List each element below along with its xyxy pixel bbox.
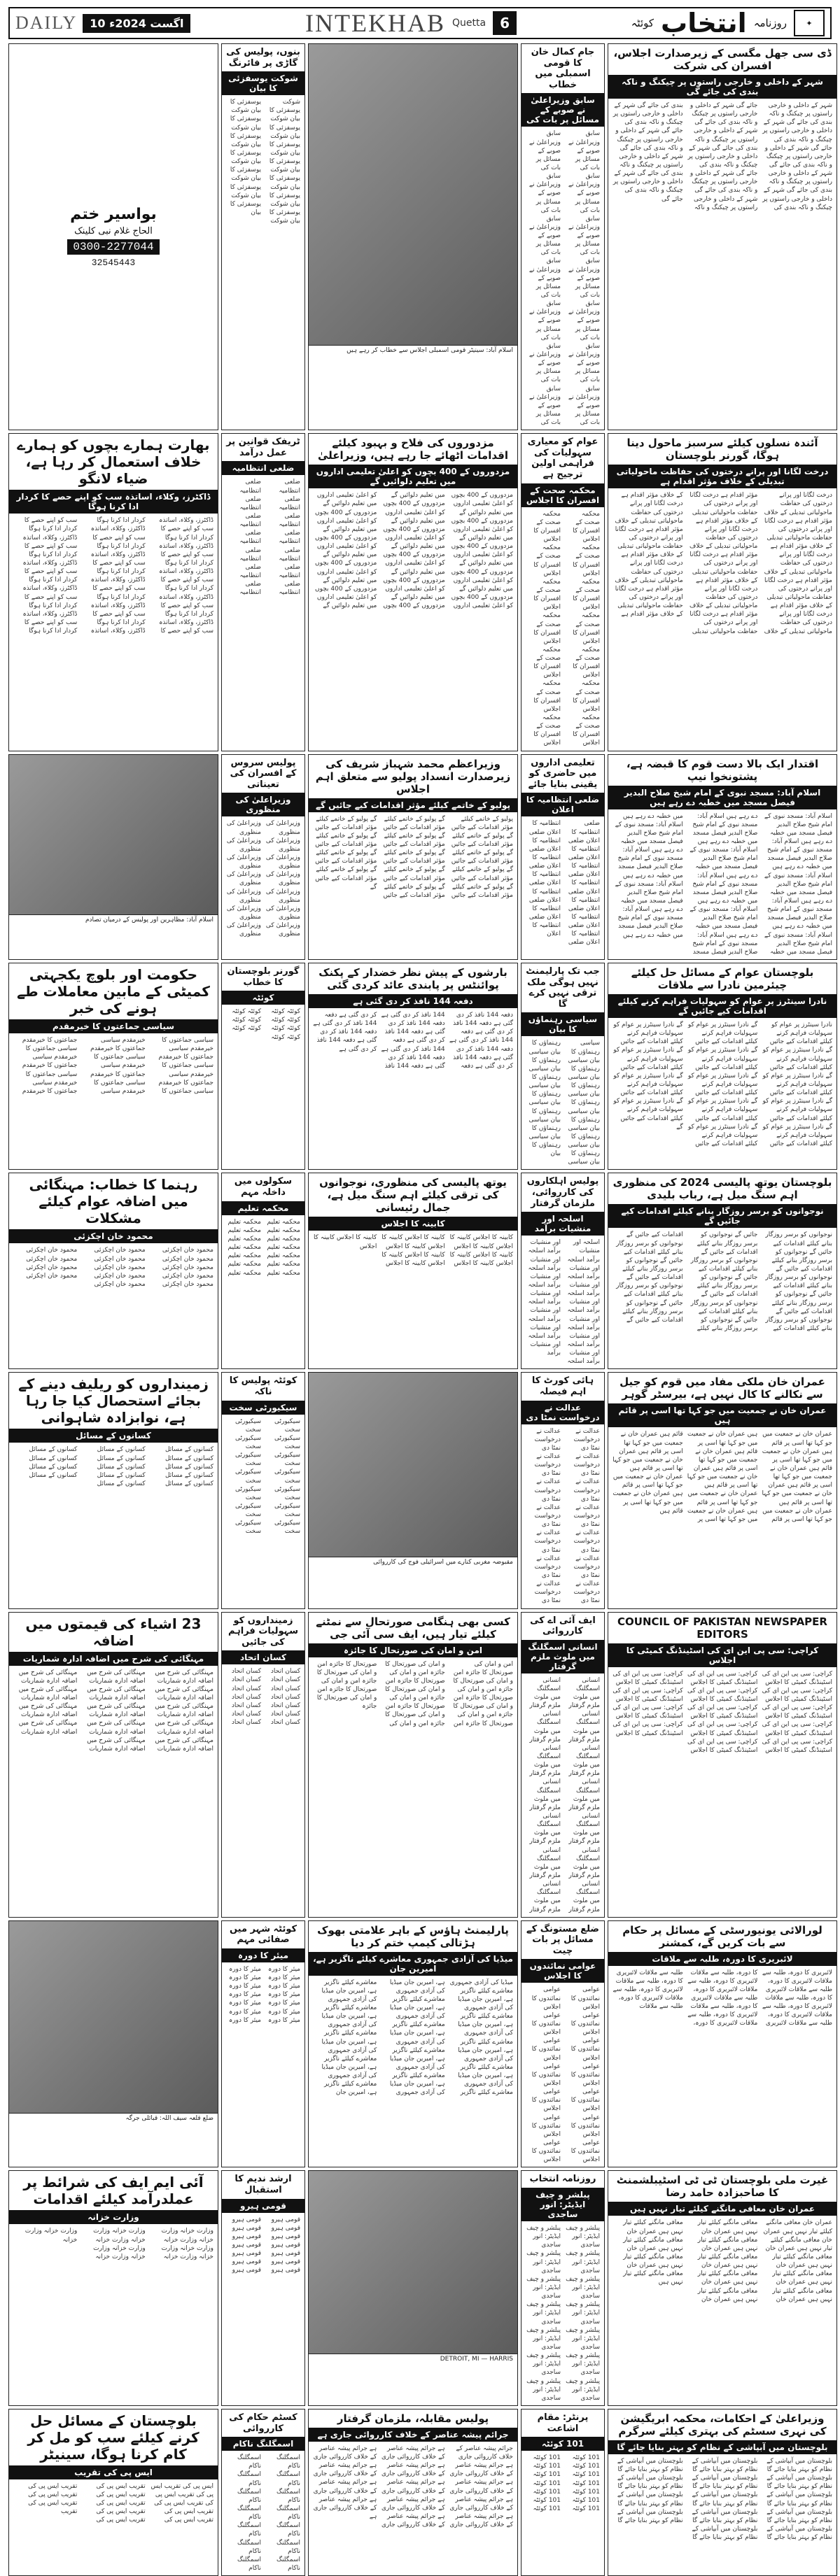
col2-article-10: [221, 2409, 305, 2576]
headline: وزیراعظم محمد شہباز شریف کی زیرصدارت انسداد پولیو سے متعلق اہم اجلاس: [315, 757, 511, 795]
article-body: اسلام آباد: مسجد نبوی کے امام شیخ صلاح البدیر فیصل مسجد میں خطبہ دے رہے ہیں اسلام آباد: مسجد نبوی کے امام شیخ صلاح البدیر فیصل مسجد میں خطبہ دے رہے ہیں اسلام آباد: مسجد نبوی کے امام شیخ صلاح البدیر فیصل مسجد میں خطبہ دے رہے ہیں اسلام آباد: مسجد نبوی کے امام شیخ صلاح البدیر فیصل مسجد میں خطبہ دے رہے ہیں اسلام آباد: مسجد نبوی کے امام شیخ صلاح البدیر فیصل مسجد میں خطبہ دے رہے ہیں اسلام آباد: مسجد نبوی کے امام شیخ صلاح البدیر فیصل مسجد میں خطبہ دے رہے ہیں اسلام آباد: مسجد نبوی کے امام شیخ صلاح البدیر فیصل مسجد میں خطبہ دے رہے ہیں اسلام آباد: مسجد نبوی کے امام شیخ صلاح البدیر فیصل مسجد میں خطبہ دے رہے ہیں اسلام آباد: مسجد نبوی کے امام شیخ صلاح البدیر فیصل مسجد میں خطبہ دے رہے ہیں اسلام آباد: مسجد نبوی کے امام شیخ صلاح البدیر فیصل مسجد میں خطبہ دے رہے ہیں اسلام آباد: مسجد نبوی کے امام شیخ صلاح البدیر فیصل مسجد میں خطبہ دے رہے ہیں اسلام آباد: مسجد نبوی کے امام شیخ صلاح البدیر فیصل مسجد میں خطبہ دے رہے ہیں اسلام آباد: مسجد نبوی کے امام شیخ صلاح البدیر فیصل مسجد میں خطبہ دے رہے ہیں اسلام آباد: مسجد نبوی کے امام شیخ صلاح البدیر فیصل مسجد میں خطبہ دے رہے ہیں: [615, 812, 832, 956]
col3-article-10: [308, 2409, 518, 2576]
article-body: سیاسی رہنماؤں کا بیان سیاسی رہنماؤں کا بیان سیاسی رہنماؤں کا بیان سیاسی رہنماؤں کا بیان سیاسی رہنماؤں کا بیان سیاسی رہنماؤں کا بیان سیاسی رہنماؤں کا بیان سیاسی رہنماؤں کا بیان سیاسی رہنماؤں کا بیان سیاسی رہنماؤں کا بیان سیاسی رہنماؤں کا بیان سیاسی رہنماؤں کا بیان سیاسی رہنماؤں کا بیان سیاسی رہنماؤں کا بیان: [528, 1040, 600, 1166]
headline: بلوچستان عوام کے مسائل حل کیلئے چیئرمین نادرا سے ملاقات: [631, 966, 814, 991]
col2-article-4: [221, 963, 305, 1170]
col5-article-8: [608, 1920, 837, 2168]
news-photo: [309, 44, 517, 346]
subheadline-bar: کسانوں کے مسائل: [9, 1429, 218, 1443]
headline: سکولوں میں داخلہ مہم: [234, 1176, 293, 1198]
article-body: عمران خان نے جمعیت میں جو کہا تھا اسی پر قائم ہیں عمران خان نے جمعیت میں جو کہا تھا اسی پر قائم ہیں عمران خان نے جمعیت میں جو کہا تھا اسی پر قائم ہیں عمران خان نے جمعیت میں جو کہا تھا اسی پر قائم ہیں عمران خان نے جمعیت میں جو کہا تھا اسی پر قائم ہیں عمران خان نے جمعیت میں جو کہا تھا اسی پر قائم ہیں عمران خان نے جمعیت میں جو کہا تھا اسی پر قائم ہیں عمران خان نے جمعیت میں جو کہا تھا اسی پر قائم ہیں عمران خان نے جمعیت میں جو کہا تھا اسی پر قائم ہیں عمران خان نے جمعیت میں جو کہا تھا اسی پر قائم ہیں عمران خان نے جمعیت میں جو کہا تھا اسی پر قائم ہیں عمران خان نے جمعیت میں جو کہا تھا اسی پر قائم ہیں عمران خان نے جمعیت میں جو کہا تھا اسی پر قائم ہیں عمران خان نے جمعیت میں جو کہا تھا اسی پر قائم ہیں: [612, 1431, 832, 1523]
col4-article-1: [521, 43, 605, 430]
masthead-left: [10, 8, 196, 38]
subheadline-bar: کراچی: سی پی این ای کی اسٹینڈنگ کمیٹی کا اجلاس: [608, 1643, 836, 1667]
headline: ہائی کورٹ کا اہم فیصلہ: [531, 1375, 594, 1397]
subheadline-bar: محکمہ صحت کے افسران کا اجلاس: [522, 483, 604, 507]
subheadline-bar: محکمہ تعلیم: [222, 1201, 304, 1215]
headline: حکومت اور بلوچ یکجہتی کمیٹی کے مابین معاملات طے ہونے کی خبر: [17, 966, 210, 1017]
subheadline-bar: بلوچستان میں آبپاشی کے نظام کو بہتر بنایا جائے گا: [608, 2440, 836, 2454]
masthead-mid: [305, 8, 517, 38]
ad-title: بواسیر ختم: [70, 206, 157, 224]
article-body: ضلعی انتظامیہ ضلعی انتظامیہ ضلعی انتظامیہ ضلعی انتظامیہ ضلعی انتظامیہ ضلعی انتظامیہ ضلعی انتظامیہ ضلعی انتظامیہ ضلعی انتظامیہ ضلعی انتظامیہ ضلعی انتظامیہ ضلعی انتظامیہ ضلعی انتظامیہ ضلعی انتظامیہ: [239, 479, 300, 597]
article-body: محمود خان اچکزئی محمود خان اچکزئی محمود خان اچکزئی محمود خان اچکزئی محمود خان اچکزئی محمود خان اچکزئی محمود خان اچکزئی محمود خان اچکزئی محمود خان اچکزئی محمود خان اچکزئی محمود خان اچکزئی محمود خان اچکزئی محمود خان اچکزئی محمود خان اچکزئی: [26, 1247, 214, 1289]
col3-article-4: [308, 963, 518, 1170]
city-english: Quetta: [451, 17, 486, 29]
masthead: [8, 7, 832, 39]
subheadline-bar: سابق وزیراعلیٰ نے صوبے کے مسائل پر بات کی: [522, 93, 604, 127]
article-body: پولیو کے خاتمے کیلئے مؤثر اقدامات کیے جائیں گے پولیو کے خاتمے کیلئے مؤثر اقدامات کیے جائیں گے پولیو کے خاتمے کیلئے مؤثر اقدامات کیے جائیں گے پولیو کے خاتمے کیلئے مؤثر اقدامات کیے جائیں گے پولیو کے خاتمے کیلئے مؤثر اقدامات کیے جائیں گے پولیو کے خاتمے کیلئے مؤثر اقدامات کیے جائیں گے پولیو کے خاتمے کیلئے مؤثر اقدامات کیے جائیں گے پولیو کے خاتمے کیلئے مؤثر اقدامات کیے جائیں گے پولیو کے خاتمے کیلئے مؤثر اقدامات کیے جائیں گے پولیو کے خاتمے کیلئے مؤثر اقدامات کیے جائیں گے پولیو کے خاتمے کیلئے مؤثر اقدامات کیے جائیں گے پولیو کے خاتمے کیلئے مؤثر اقدامات کیے جائیں گے پولیو کے خاتمے کیلئے مؤثر اقدامات کیے جائیں گے پولیو کے خاتمے کیلئے مؤثر اقدامات کیے جائیں گے: [315, 815, 513, 899]
article-body: عدالت نے درخواست نمٹا دی عدالت نے درخواست نمٹا دی عدالت نے درخواست نمٹا دی عدالت نے درخواست نمٹا دی عدالت نے درخواست نمٹا دی عدالت نے درخواست نمٹا دی عدالت نے درخواست نمٹا دی عدالت نے درخواست نمٹا دی عدالت نے درخواست نمٹا دی عدالت نے درخواست نمٹا دی عدالت نے درخواست نمٹا دی عدالت نے درخواست نمٹا دی عدالت نے درخواست نمٹا دی عدالت نے درخواست نمٹا دی: [534, 1427, 600, 1605]
col2-article-7: [221, 1612, 305, 1918]
subheadline-bar: دفعہ 144 نافذ کر دی گئی ہے: [309, 994, 517, 1008]
article-grid: [8, 43, 832, 2572]
headline: بنوں، پولیس کی گاڑی پر فائرنگ: [226, 47, 300, 69]
article-body: کسانوں کے مسائل کسانوں کے مسائل کسانوں کے مسائل کسانوں کے مسائل کسانوں کے مسائل کسانوں کے مسائل کسانوں کے مسائل کسانوں کے مسائل کسانوں کے مسائل کسانوں کے مسائل کسانوں کے مسائل کسانوں کے مسائل کسانوں کے مسائل کسانوں کے مسائل: [29, 1446, 214, 1487]
article-body: میڈیا کی آزادی جمہوری معاشرے کیلئے ناگزیر ہے، امیرین جان میڈیا کی آزادی جمہوری معاشرے کیلئے ناگزیر ہے، امیرین جان میڈیا کی آزادی جمہوری معاشرے کیلئے ناگزیر ہے، امیرین جان میڈیا کی آزادی جمہوری معاشرے کیلئے ناگزیر ہے، امیرین جان میڈیا کی آزادی جمہوری معاشرے کیلئے ناگزیر ہے، امیرین جان میڈیا کی آزادی جمہوری معاشرے کیلئے ناگزیر ہے، امیرین جان میڈیا کی آزادی جمہوری معاشرے کیلئے ناگزیر ہے، امیرین جان میڈیا کی آزادی جمہوری معاشرے کیلئے ناگزیر ہے، امیرین جان میڈیا کی آزادی جمہوری معاشرے کیلئے ناگزیر ہے، امیرین جان میڈیا کی آزادی جمہوری معاشرے کیلئے ناگزیر ہے، امیرین جان میڈیا کی آزادی جمہوری معاشرے کیلئے ناگزیر ہے، امیرین جان میڈیا کی آزادی جمہوری معاشرے کیلئے ناگزیر ہے، امیرین جان میڈیا کی آزادی جمہوری معاشرے کیلئے ناگزیر ہے، امیرین جان میڈیا کی آزادی جمہوری معاشرے کیلئے ناگزیر ہے، امیرین جان: [321, 1979, 513, 2097]
subheadline-bar: مزدوروں کے 400 بچوں کو اعلیٰ تعلیمی اداروں میں تعلیم دلوائیں گے: [309, 465, 517, 488]
headline: غیرت ملی بلوچستان ٹی ٹی اسٹیبلشمنٹ کا صاحبزادہ حامد رضا: [616, 2174, 829, 2200]
article-body: شہر کے داخلی و خارجی راستوں پر چیکنگ و ناکہ بندی کی جائے گی شہر کے داخلی و خارجی راستوں پر چیکنگ و ناکہ بندی کی جائے گی شہر کے داخلی و خارجی راستوں پر چیکنگ و ناکہ بندی کی جائے گی شہر کے داخلی و خارجی راستوں پر چیکنگ و ناکہ بندی کی جائے گی شہر کے داخلی و خارجی راستوں پر چیکنگ و ناکہ بندی کی جائے گی شہر کے داخلی و خارجی راستوں پر چیکنگ و ناکہ بندی کی جائے گی شہر کے داخلی و خارجی راستوں پر چیکنگ و ناکہ بندی کی جائے گی شہر کے داخلی و خارجی راستوں پر چیکنگ و ناکہ بندی کی جائے گی شہر کے داخلی و خارجی راستوں پر چیکنگ و ناکہ بندی کی جائے گی شہر کے داخلی و خارجی راستوں پر چیکنگ و ناکہ بندی کی جائے گی شہر کے داخلی و خارجی راستوں پر چیکنگ و ناکہ بندی کی جائے گی شہر کے داخلی و خارجی راستوں پر چیکنگ و ناکہ بندی کی جائے گی شہر کے داخلی و خارجی راستوں پر چیکنگ و ناکہ بندی کی جائے گی شہر کے داخلی و خارجی راستوں پر چیکنگ و ناکہ بندی کی جائے گی: [612, 102, 832, 211]
col3-article-2: [308, 433, 518, 751]
subheadline-bar: عوامی نمائندوں کا اجلاس: [522, 1959, 604, 1983]
col1-article-1: [8, 43, 218, 430]
article-body: ایس پی کی تقریب ایس پی کی تقریب ایس پی کی تقریب ایس پی کی تقریب ایس پی کی تقریب ایس پی کی تقریب ایس پی کی تقریب ایس پی کی تقریب ایس پی کی تقریب ایس پی کی تقریب ایس پی کی تقریب ایس پی کی تقریب ایس پی کی تقریب ایس پی کی تقریب: [28, 2482, 214, 2524]
col1-article-10: [8, 2409, 218, 2576]
subheadline-bar: ضلعی انتظامیہ: [222, 461, 304, 475]
page-number: 6: [493, 11, 517, 35]
headline: بارشوں کے پیش نظر خضدار کے پکنک پوائنٹس پر پابندی عائد کردی گئی: [318, 966, 507, 991]
col1-article-9: [8, 2170, 218, 2406]
ad-phone-secondary: 32545443: [91, 257, 136, 269]
headline: جام کمال خان کا قومی اسمبلی میں خطاب: [531, 47, 595, 90]
article-body: مزدوروں کے 400 بچوں کو اعلیٰ تعلیمی اداروں میں تعلیم دلوائیں گے مزدوروں کے 400 بچوں کو اعلیٰ تعلیمی اداروں میں تعلیم دلوائیں گے مزدوروں کے 400 بچوں کو اعلیٰ تعلیمی اداروں میں تعلیم دلوائیں گے مزدوروں کے 400 بچوں کو اعلیٰ تعلیمی اداروں میں تعلیم دلوائیں گے مزدوروں کے 400 بچوں کو اعلیٰ تعلیمی اداروں میں تعلیم دلوائیں گے مزدوروں کے 400 بچوں کو اعلیٰ تعلیمی اداروں میں تعلیم دلوائیں گے مزدوروں کے 400 بچوں کو اعلیٰ تعلیمی اداروں میں تعلیم دلوائیں گے مزدوروں کے 400 بچوں کو اعلیٰ تعلیمی اداروں میں تعلیم دلوائیں گے مزدوروں کے 400 بچوں کو اعلیٰ تعلیمی اداروں میں تعلیم دلوائیں گے مزدوروں کے 400 بچوں کو اعلیٰ تعلیمی اداروں میں تعلیم دلوائیں گے مزدوروں کے 400 بچوں کو اعلیٰ تعلیمی اداروں میں تعلیم دلوائیں گے مزدوروں کے 400 بچوں کو اعلیٰ تعلیمی اداروں میں تعلیم دلوائیں گے مزدوروں کے 400 بچوں کو اعلیٰ تعلیمی اداروں میں تعلیم دلوائیں گے مزدوروں کے 400 بچوں کو اعلیٰ تعلیمی اداروں میں تعلیم دلوائیں گے: [314, 492, 513, 610]
headline: آئی ایم ایف کی شرائط پر عملدرآمد کیلئے اقدامات: [23, 2174, 204, 2208]
headline: 23 اشیاء کی قیمتوں میں اضافہ: [25, 1615, 202, 1649]
article-body: وزارت خزانہ وزارت خزانہ وزارت خزانہ وزارت خزانہ وزارت خزانہ وزارت خزانہ وزارت خزانہ وزارت خزانہ وزارت خزانہ وزارت خزانہ وزارت خزانہ وزارت خزانہ وزارت خزانہ وزارت خزانہ: [24, 2228, 214, 2260]
headline: کوئٹہ پولیس کا ناکہ: [229, 1375, 298, 1397]
logo-icon: ✦: [794, 10, 825, 36]
col5-article-10: [608, 2409, 837, 2576]
article-body: اسمگلنگ ناکام اسمگلنگ ناکام اسمگلنگ ناکام اسمگلنگ ناکام اسمگلنگ ناکام اسمگلنگ ناکام اسمگلنگ ناکام اسمگلنگ ناکام اسمگلنگ ناکام اسمگلنگ ناکام اسمگلنگ ناکام اسمگلنگ ناکام اسمگلنگ ناکام اسمگلنگ ناکام: [237, 2454, 300, 2572]
col5-article-1: [608, 43, 837, 430]
article-body: شوکت یوسفزئی کا بیان شوکت یوسفزئی کا بیان شوکت یوسفزئی کا بیان شوکت یوسفزئی کا بیان شوکت یوسفزئی کا بیان شوکت یوسفزئی کا بیان شوکت یوسفزئی کا بیان شوکت یوسفزئی کا بیان شوکت یوسفزئی کا بیان شوکت یوسفزئی کا بیان شوکت یوسفزئی کا بیان شوکت یوسفزئی کا بیان شوکت یوسفزئی کا بیان شوکت یوسفزئی کا بیان: [230, 99, 300, 225]
col3-article-8: [308, 1920, 518, 2168]
subheadline-bar: کوئٹہ: [222, 991, 304, 1005]
headline: تعلیمی اداروں میں حاضری کو یقینی بنایا جائے: [528, 757, 598, 790]
col4-article-9: [521, 2170, 605, 2406]
news-photo: [309, 2171, 517, 2354]
clinic-advertisement: [9, 44, 218, 430]
subheadline-bar: کسان اتحاد: [222, 1650, 304, 1664]
article-body: سابق وزیراعلیٰ نے صوبے کے مسائل پر بات کی سابق وزیراعلیٰ نے صوبے کے مسائل پر بات کی سابق وزیراعلیٰ نے صوبے کے مسائل پر بات کی سابق وزیراعلیٰ نے صوبے کے مسائل پر بات کی سابق وزیراعلیٰ نے صوبے کے مسائل پر بات کی سابق وزیراعلیٰ نے صوبے کے مسائل پر بات کی سابق وزیراعلیٰ نے صوبے کے مسائل پر بات کی سابق وزیراعلیٰ نے صوبے کے مسائل پر بات کی سابق وزیراعلیٰ نے صوبے کے مسائل پر بات کی سابق وزیراعلیٰ نے صوبے کے مسائل پر بات کی سابق وزیراعلیٰ نے صوبے کے مسائل پر بات کی سابق وزیراعلیٰ نے صوبے کے مسائل پر بات کی سابق وزیراعلیٰ نے صوبے کے مسائل پر بات کی سابق وزیراعلیٰ نے صوبے کے مسائل پر بات کی: [528, 130, 600, 427]
subheadline-bar: ضلعی انتظامیہ کا اعلان: [522, 793, 604, 816]
photo-caption: مقبوضہ مغربی کنارے میں اسرائیلی فوج کی کارروائی: [373, 1558, 513, 1566]
subheadline-bar: اسلام آباد: مسجد نبوی کے امام شیخ صلاح البدیر فیصل مسجد میں خطبہ دے رہے ہیں: [608, 786, 836, 809]
headline: کسٹم حکام کی کارروائی: [229, 2412, 298, 2434]
article-body: قومی ہیرو قومی ہیرو قومی ہیرو قومی ہیرو قومی ہیرو قومی ہیرو قومی ہیرو قومی ہیرو قومی ہیرو قومی ہیرو قومی ہیرو قومی ہیرو قومی ہیرو قومی ہیرو: [232, 2216, 300, 2274]
headline: آئندہ نسلوں کیلئے سرسبز ماحول دینا ہوگا، گورنر بلوچستان: [626, 437, 818, 462]
subheadline-bar: سیاسی جماعتوں کا خیرمقدم: [9, 1019, 218, 1033]
article-body: لائبریری کا دورہ، طلبہ سے ملاقات لائبریری کا دورہ، طلبہ سے ملاقات لائبریری کا دورہ، طلبہ سے ملاقات لائبریری کا دورہ، طلبہ سے ملاقات لائبریری کا دورہ، طلبہ سے ملاقات لائبریری کا دورہ، طلبہ سے ملاقات لائبریری کا دورہ، طلبہ سے ملاقات لائبریری کا دورہ، طلبہ سے ملاقات لائبریری کا دورہ، طلبہ سے ملاقات لائبریری کا دورہ، طلبہ سے ملاقات لائبریری کا دورہ، طلبہ سے ملاقات لائبریری کا دورہ، طلبہ سے ملاقات لائبریری کا دورہ، طلبہ سے ملاقات لائبریری کا دورہ، طلبہ سے ملاقات: [612, 1969, 832, 2027]
subheadline-bar: میئر کا دورہ: [222, 1948, 304, 1962]
headline: ایف آئی اے کی کارروائی: [530, 1615, 596, 1637]
col1-article-8: [8, 1920, 218, 2168]
subheadline-bar: میڈیا کی آزادی جمہوری معاشرے کیلئے ناگزیر ہے، امیرین جان: [309, 1952, 517, 1976]
article-body: اسلحہ اور منشیات برآمد اسلحہ اور منشیات برآمد اسلحہ اور منشیات برآمد اسلحہ اور منشیات برآمد اسلحہ اور منشیات برآمد اسلحہ اور منشیات برآمد اسلحہ اور منشیات برآمد اسلحہ اور منشیات برآمد اسلحہ اور منشیات برآمد اسلحہ اور منشیات برآمد اسلحہ اور منشیات برآمد اسلحہ اور منشیات برآمد اسلحہ اور منشیات برآمد اسلحہ اور منشیات برآمد: [528, 1239, 600, 1366]
article-body: درخت لگانا اور پرانے درختوں کی حفاظت ماحولیاتی تبدیلی کے خلاف مؤثر اقدام ہے درخت لگانا اور پرانے درختوں کی حفاظت ماحولیاتی تبدیلی کے خلاف مؤثر اقدام ہے درخت لگانا اور پرانے درختوں کی حفاظت ماحولیاتی تبدیلی کے خلاف مؤثر اقدام ہے درخت لگانا اور پرانے درختوں کی حفاظت ماحولیاتی تبدیلی کے خلاف مؤثر اقدام ہے درخت لگانا اور پرانے درختوں کی حفاظت ماحولیاتی تبدیلی کے خلاف مؤثر اقدام ہے درخت لگانا اور پرانے درختوں کی حفاظت ماحولیاتی تبدیلی کے خلاف مؤثر اقدام ہے درخت لگانا اور پرانے درختوں کی حفاظت ماحولیاتی تبدیلی کے خلاف مؤثر اقدام ہے درخت لگانا اور پرانے درختوں کی حفاظت ماحولیاتی تبدیلی کے خلاف مؤثر اقدام ہے درخت لگانا اور پرانے درختوں کی حفاظت ماحولیاتی تبدیلی کے خلاف مؤثر اقدام ہے درخت لگانا اور پرانے درختوں کی حفاظت ماحولیاتی تبدیلی کے خلاف مؤثر اقدام ہے درخت لگانا اور پرانے درختوں کی حفاظت ماحولیاتی تبدیلی کے خلاف مؤثر اقدام ہے درخت لگانا اور پرانے درختوں کی حفاظت ماحولیاتی تبدیلی کے خلاف مؤثر اقدام ہے درخت لگانا اور پرانے درختوں کی حفاظت ماحولیاتی تبدیلی کے خلاف مؤثر اقدام ہے درخت لگانا اور پرانے درختوں کی حفاظت ماحولیاتی تبدیلی کے خلاف مؤثر اقدام ہے: [615, 492, 832, 635]
subheadline-bar: سیاسی رہنماؤں کا بیان: [522, 1012, 604, 1036]
col1-article-7: [8, 1612, 218, 1918]
col4-article-7: [521, 1612, 605, 1918]
col2-article-6: [221, 1372, 305, 1608]
city-urdu: کوئٹہ: [631, 17, 654, 29]
col5-article-4: [608, 963, 837, 1170]
headline: ڈی سی جھل مگسی کے زیرصدارت اجلاس، افسران کی شرکت: [613, 47, 832, 72]
headline: اقتدار ایک بالا دست قوم کا قبضہ ہے، پشتونخوا نیپ: [626, 757, 819, 783]
col1-article-3: [8, 754, 218, 960]
photo-caption: اسلام آباد: مظاہرین اور پولیس کے درمیان تصادم: [85, 916, 214, 923]
subheadline-bar: امن و امان کی صورتحال کا جائزہ: [309, 1643, 517, 1657]
headline: عوام کو معیاری سہولیات کی فراہمی اولین ترجیح ہے: [527, 437, 598, 481]
col5-article-7: [608, 1612, 837, 1918]
col2-article-3: [221, 754, 305, 960]
date-badge: 10 اگست 2024ء: [83, 14, 190, 33]
subheadline-bar: ڈاکٹرز، وکلاء، اساتذہ سب کو اپنے حصے کا کردار ادا کرنا ہوگا: [9, 490, 218, 514]
news-photo: [9, 755, 218, 915]
col5-article-3: [608, 754, 837, 960]
article-body: محکمہ صحت کے افسران کا اجلاس محکمہ صحت کے افسران کا اجلاس محکمہ صحت کے افسران کا اجلاس محکمہ صحت کے افسران کا اجلاس محکمہ صحت کے افسران کا اجلاس محکمہ صحت کے افسران کا اجلاس محکمہ صحت کے افسران کا اجلاس محکمہ صحت کے افسران کا اجلاس محکمہ صحت کے افسران کا اجلاس محکمہ صحت کے افسران کا اجلاس محکمہ صحت کے افسران کا اجلاس محکمہ صحت کے افسران کا اجلاس محکمہ صحت کے افسران کا اجلاس محکمہ صحت کے افسران کا اجلاس: [533, 510, 600, 747]
headline: زمینداروں کو سہولیات فراہم کی جائیں: [227, 1615, 299, 1648]
col3-article-7: [308, 1612, 518, 1918]
subheadline-bar: سیکیورٹی سخت: [222, 1401, 304, 1415]
col1-article-5: [8, 1173, 218, 1369]
subheadline-bar: پبلشر و چیف ایڈیٹر: انور ساجدی: [522, 2188, 604, 2221]
col2-article-5: [221, 1173, 305, 1369]
col4-article-8: [521, 1920, 605, 2168]
headline: ضلع مستونگ کے مسائل پر بات چیت: [526, 1923, 599, 1956]
headline: پولیس سروس کے افسران کی تعیناتی: [230, 757, 297, 790]
article-body: نوجوانوں کو برسر روزگار بنانے کیلئے اقدامات کیے جائیں گے نوجوانوں کو برسر روزگار بنانے کیلئے اقدامات کیے جائیں گے نوجوانوں کو برسر روزگار بنانے کیلئے اقدامات کیے جائیں گے نوجوانوں کو برسر روزگار بنانے کیلئے اقدامات کیے جائیں گے نوجوانوں کو برسر روزگار بنانے کیلئے اقدامات کیے جائیں گے نوجوانوں کو برسر روزگار بنانے کیلئے اقدامات کیے جائیں گے نوجوانوں کو برسر روزگار بنانے کیلئے اقدامات کیے جائیں گے نوجوانوں کو برسر روزگار بنانے کیلئے اقدامات کیے جائیں گے نوجوانوں کو برسر روزگار بنانے کیلئے اقدامات کیے جائیں گے نوجوانوں کو برسر روزگار بنانے کیلئے اقدامات کیے جائیں گے نوجوانوں کو برسر روزگار بنانے کیلئے اقدامات کیے جائیں گے نوجوانوں کو برسر روزگار بنانے کیلئے اقدامات کیے جائیں گے نوجوانوں کو برسر روزگار بنانے کیلئے اقدامات کیے جائیں گے نوجوانوں کو برسر روزگار بنانے کیلئے اقدامات کیے جائیں گے: [616, 1231, 832, 1333]
headline: مزدوروں کی فلاح و بہبود کیلئے اقدامات اٹھائے جا رہے ہیں، وزیراعلیٰ: [318, 437, 508, 462]
article-body: بلوچستان میں آبپاشی کے نظام کو بہتر بنایا جائے گا بلوچستان میں آبپاشی کے نظام کو بہتر بنایا جائے گا بلوچستان میں آبپاشی کے نظام کو بہتر بنایا جائے گا بلوچستان میں آبپاشی کے نظام کو بہتر بنایا جائے گا بلوچستان میں آبپاشی کے نظام کو بہتر بنایا جائے گا بلوچستان میں آبپاشی کے نظام کو بہتر بنایا جائے گا بلوچستان میں آبپاشی کے نظام کو بہتر بنایا جائے گا بلوچستان میں آبپاشی کے نظام کو بہتر بنایا جائے گا بلوچستان میں آبپاشی کے نظام کو بہتر بنایا جائے گا بلوچستان میں آبپاشی کے نظام کو بہتر بنایا جائے گا بلوچستان میں آبپاشی کے نظام کو بہتر بنایا جائے گا بلوچستان میں آبپاشی کے نظام کو بہتر بنایا جائے گا بلوچستان میں آبپاشی کے نظام کو بہتر بنایا جائے گا بلوچستان میں آبپاشی کے نظام کو بہتر بنایا جائے گا: [617, 2457, 832, 2542]
headline: بلوچستان یوتھ پالیسی 2024 کی منظوری اہم سنگ میل ہے، رباب بلیدی: [612, 1176, 832, 1202]
article-body: عوامی نمائندوں کا اجلاس عوامی نمائندوں کا اجلاس عوامی نمائندوں کا اجلاس عوامی نمائندوں کا اجلاس عوامی نمائندوں کا اجلاس عوامی نمائندوں کا اجلاس عوامی نمائندوں کا اجلاس عوامی نمائندوں کا اجلاس عوامی نمائندوں کا اجلاس عوامی نمائندوں کا اجلاس عوامی نمائندوں کا اجلاس عوامی نمائندوں کا اجلاس عوامی نمائندوں کا اجلاس عوامی نمائندوں کا اجلاس: [531, 1986, 600, 2164]
subheadline-bar: مہنگائی کی شرح میں اضافہ ادارہ شماریات: [9, 1652, 218, 1666]
subheadline-bar: اسمگلنگ ناکام: [222, 2437, 304, 2451]
subheadline-bar: عمران خان معافی مانگنے کیلئے تیار نہیں ہیں: [608, 2202, 836, 2216]
subheadline-bar: 101 کوئٹہ: [522, 2437, 604, 2451]
col2-article-8: [221, 1920, 305, 2168]
subheadline-bar: وزیراعلیٰ کی منظوری: [222, 793, 304, 816]
article-body: کوئٹہ کوئٹہ کوئٹہ کوئٹہ کوئٹہ کوئٹہ کوئٹہ کوئٹہ کوئٹہ کوئٹہ کوئٹہ کوئٹہ کوئٹہ کوئٹہ: [232, 1008, 300, 1041]
article-body: عمران خان معافی مانگنے کیلئے تیار نہیں ہیں عمران خان معافی مانگنے کیلئے تیار نہیں ہیں عمران خان معافی مانگنے کیلئے تیار نہیں ہیں عمران خان معافی مانگنے کیلئے تیار نہیں ہیں عمران خان معافی مانگنے کیلئے تیار نہیں ہیں عمران خان معافی مانگنے کیلئے تیار نہیں ہیں عمران خان معافی مانگنے کیلئے تیار نہیں ہیں عمران خان معافی مانگنے کیلئے تیار نہیں ہیں عمران خان معافی مانگنے کیلئے تیار نہیں ہیں عمران خان معافی مانگنے کیلئے تیار نہیں ہیں عمران خان معافی مانگنے کیلئے تیار نہیں ہیں عمران خان معافی مانگنے کیلئے تیار نہیں ہیں عمران خان معافی مانگنے کیلئے تیار نہیں ہیں عمران خان معافی مانگنے کیلئے تیار نہیں ہیں: [623, 2219, 832, 2303]
article-body: سیاسی جماعتوں کا خیرمقدم سیاسی جماعتوں کا خیرمقدم سیاسی جماعتوں کا خیرمقدم سیاسی جماعتوں کا خیرمقدم سیاسی جماعتوں کا خیرمقدم سیاسی جماعتوں کا خیرمقدم سیاسی جماعتوں کا خیرمقدم سیاسی جماعتوں کا خیرمقدم سیاسی جماعتوں کا خیرمقدم سیاسی جماعتوں کا خیرمقدم سیاسی جماعتوں کا خیرمقدم سیاسی جماعتوں کا خیرمقدم سیاسی جماعتوں کا خیرمقدم سیاسی جماعتوں کا خیرمقدم: [22, 1037, 214, 1095]
article-body: ضلعی انتظامیہ کا اعلان ضلعی انتظامیہ کا اعلان ضلعی انتظامیہ کا اعلان ضلعی انتظامیہ کا اعلان ضلعی انتظامیہ کا اعلان ضلعی انتظامیہ کا اعلان ضلعی انتظامیہ کا اعلان ضلعی انتظامیہ کا اعلان ضلعی انتظامیہ کا اعلان ضلعی انتظامیہ کا اعلان ضلعی انتظامیہ کا اعلان ضلعی انتظامیہ کا اعلان ضلعی انتظامیہ کا اعلان ضلعی انتظامیہ کا اعلان: [528, 820, 600, 947]
article-body: کابینہ کا اجلاس کابینہ کا اجلاس کابینہ کا اجلاس کابینہ کا اجلاس کابینہ کا اجلاس کابینہ کا اجلاس کابینہ کا اجلاس کابینہ کا اجلاس کابینہ کا اجلاس کابینہ کا اجلاس کابینہ کا اجلاس کابینہ کا اجلاس کابینہ کا اجلاس کابینہ کا اجلاس: [313, 1234, 513, 1267]
headline: زمینداروں کو ریلیف دینے کے بجائے استحصال کیا جا رہا ہے، نوابزادہ شاہوانی: [18, 1375, 209, 1427]
col4-article-6: [521, 1372, 605, 1608]
article-body: کسان اتحاد کسان اتحاد کسان اتحاد کسان اتحاد کسان اتحاد کسان اتحاد کسان اتحاد کسان اتحاد کسان اتحاد کسان اتحاد کسان اتحاد کسان اتحاد کسان اتحاد کسان اتحاد: [231, 1668, 300, 1727]
col5-article-6: [608, 1372, 837, 1608]
col3-article-1: [308, 43, 518, 430]
col4-article-3: [521, 754, 605, 960]
headline: گورنر بلوچستان کا خطاب: [227, 966, 300, 988]
subheadline-bar: درخت لگانا اور پرانے درختوں کی حفاظت ماحولیاتی تبدیلی کے خلاف مؤثر اقدام ہے: [608, 465, 836, 488]
article-body: امن و امان کی صورتحال کا جائزہ امن و امان کی صورتحال کا جائزہ امن و امان کی صورتحال کا جائزہ امن و امان کی صورتحال کا جائزہ امن و امان کی صورتحال کا جائزہ امن و امان کی صورتحال کا جائزہ امن و امان کی صورتحال کا جائزہ امن و امان کی صورتحال کا جائزہ امن و امان کی صورتحال کا جائزہ امن و امان کی صورتحال کا جائزہ امن و امان کی صورتحال کا جائزہ امن و امان کی صورتحال کا جائزہ امن و امان کی صورتحال کا جائزہ امن و امان کی صورتحال کا جائزہ: [316, 1660, 513, 1727]
headline: وزیراعلیٰ کے احکامات، محکمہ ابریگیشن کی نہری سسٹم کی بہتری کیلئے سرگرم: [618, 2412, 827, 2437]
subheadline-bar: قومی ہیرو: [222, 2199, 304, 2213]
headline: پولیس مقابلہ، ملزمان گرفتار: [337, 2412, 489, 2425]
col2-article-9: [221, 2170, 305, 2406]
subheadline-bar: وزارت خزانہ: [9, 2210, 218, 2224]
ad-phone: 0300-2277044: [67, 239, 159, 255]
headline: بھارت ہمارے بچوں کو ہمارے خلاف استعمال کر رہا ہے، ضیاء لانگو: [17, 437, 210, 488]
col3-article-6: [308, 1372, 518, 1608]
headline: رہنما کا خطاب: مہنگائی میں اضافہ عوام کیلئے مشکلات: [29, 1176, 198, 1227]
col4-article-2: [521, 433, 605, 751]
col3-article-5: [308, 1173, 518, 1369]
headline: بلوچستان کے مسائل حل کرنے کیلئے سب کو مل کر کام کرنا ہوگا، سینیٹر: [27, 2412, 200, 2463]
subheadline-bar: لائبریری کا دورہ، طلبہ سے ملاقات: [608, 1952, 836, 1966]
headline: یوتھ پالیسی کی منظوری، نوجوانوں کی ترقی کیلئے اہم سنگ میل ہے، جمال رئیسانی: [319, 1176, 507, 1215]
article-body: انسانی اسمگلنگ میں ملوث ملزم گرفتار انسانی اسمگلنگ میں ملوث ملزم گرفتار انسانی اسمگلنگ میں ملوث ملزم گرفتار انسانی اسمگلنگ میں ملوث ملزم گرفتار انسانی اسمگلنگ میں ملوث ملزم گرفتار انسانی اسمگلنگ میں ملوث ملزم گرفتار انسانی اسمگلنگ میں ملوث ملزم گرفتار انسانی اسمگلنگ میں ملوث ملزم گرفتار انسانی اسمگلنگ میں ملوث ملزم گرفتار انسانی اسمگلنگ میں ملوث ملزم گرفتار انسانی اسمگلنگ میں ملوث ملزم گرفتار انسانی اسمگلنگ میں ملوث ملزم گرفتار انسانی اسمگلنگ میں ملوث ملزم گرفتار انسانی اسمگلنگ میں ملوث ملزم گرفتار: [529, 1676, 600, 1913]
subheadline-bar: عدالت نے درخواست نمٹا دی: [522, 1401, 604, 1424]
article-body: ڈاکٹرز، وکلاء، اساتذہ سب کو اپنے حصے کا کردار ادا کرنا ہوگا ڈاکٹرز، وکلاء، اساتذہ سب کو اپنے حصے کا کردار ادا کرنا ہوگا ڈاکٹرز، وکلاء، اساتذہ سب کو اپنے حصے کا کردار ادا کرنا ہوگا ڈاکٹرز، وکلاء، اساتذہ سب کو اپنے حصے کا کردار ادا کرنا ہوگا ڈاکٹرز، وکلاء، اساتذہ سب کو اپنے حصے کا کردار ادا کرنا ہوگا ڈاکٹرز، وکلاء، اساتذہ سب کو اپنے حصے کا کردار ادا کرنا ہوگا ڈاکٹرز، وکلاء، اساتذہ سب کو اپنے حصے کا کردار ادا کرنا ہوگا ڈاکٹرز، وکلاء، اساتذہ سب کو اپنے حصے کا کردار ادا کرنا ہوگا ڈاکٹرز، وکلاء، اساتذہ سب کو اپنے حصے کا کردار ادا کرنا ہوگا ڈاکٹرز، وکلاء، اساتذہ سب کو اپنے حصے کا کردار ادا کرنا ہوگا ڈاکٹرز، وکلاء، اساتذہ سب کو اپنے حصے کا کردار ادا کرنا ہوگا ڈاکٹرز، وکلاء، اساتذہ سب کو اپنے حصے کا کردار ادا کرنا ہوگا ڈاکٹرز، وکلاء، اساتذہ سب کو اپنے حصے کا کردار ادا کرنا ہوگا ڈاکٹرز، وکلاء، اساتذہ سب کو اپنے حصے کا کردار ادا کرنا ہوگا: [22, 517, 214, 635]
subheadline-bar: نوجوانوں کو برسر روزگار بنانے کیلئے اقدامات کیے جائیں گے: [608, 1204, 836, 1228]
headline: پولیس اہلکاروں کی کارروائی، ملزمان گرفتار: [526, 1176, 599, 1209]
subheadline-bar: شہر کے داخلی و خارجی راستوں پر چیکنگ و ناکہ بندی کی جائے گی: [608, 75, 836, 99]
subheadline-bar: اسلحہ اور منشیات برآمد: [522, 1212, 604, 1236]
col2-article-2: [221, 433, 305, 751]
subheadline-bar: محمود خان اچکزئی: [9, 1229, 218, 1243]
article-body: محکمہ تعلیم محکمہ تعلیم محکمہ تعلیم محکمہ تعلیم محکمہ تعلیم محکمہ تعلیم محکمہ تعلیم محکمہ تعلیم محکمہ تعلیم محکمہ تعلیم محکمہ تعلیم محکمہ تعلیم محکمہ تعلیم محکمہ تعلیم: [227, 1218, 300, 1277]
headline: ٹریفک قوانین پر عمل درآمد: [226, 437, 300, 458]
article-body: میئر کا دورہ میئر کا دورہ میئر کا دورہ میئر کا دورہ میئر کا دورہ میئر کا دورہ میئر کا دورہ میئر کا دورہ میئر کا دورہ میئر کا دورہ میئر کا دورہ میئر کا دورہ میئر کا دورہ میئر کا دورہ: [229, 1965, 300, 2024]
headline: کسی بھی ہنگامی صورتحال سے نمٹنے کیلئے تیار ہیں، ایف سی آئی جی: [316, 1615, 510, 1641]
col5-article-5: [608, 1173, 837, 1369]
news-photo: [9, 1921, 218, 2114]
col1-article-4: [8, 963, 218, 1170]
article-body: پبلشر و چیف ایڈیٹر: انور ساجدی پبلشر و چیف ایڈیٹر: انور ساجدی پبلشر و چیف ایڈیٹر: انور ساجدی پبلشر و چیف ایڈیٹر: انور ساجدی پبلشر و چیف ایڈیٹر: انور ساجدی پبلشر و چیف ایڈیٹر: انور ساجدی پبلشر و چیف ایڈیٹر: انور ساجدی پبلشر و چیف ایڈیٹر: انور ساجدی پبلشر و چیف ایڈیٹر: انور ساجدی پبلشر و چیف ایڈیٹر: انور ساجدی پبلشر و چیف ایڈیٹر: انور ساجدی پبلشر و چیف ایڈیٹر: انور ساجدی پبلشر و چیف ایڈیٹر: انور ساجدی پبلشر و چیف ایڈیٹر: انور ساجدی: [526, 2224, 600, 2402]
headline: ارشد ندیم کا استقبال: [234, 2174, 292, 2195]
subheadline-bar: عمران خان نے جمعیت میں جو کہا تھا اسی پر قائم ہیں: [608, 1403, 836, 1427]
article-body: وزیراعلیٰ کی منظوری وزیراعلیٰ کی منظوری وزیراعلیٰ کی منظوری وزیراعلیٰ کی منظوری وزیراعلیٰ کی منظوری وزیراعلیٰ کی منظوری وزیراعلیٰ کی منظوری وزیراعلیٰ کی منظوری وزیراعلیٰ کی منظوری وزیراعلیٰ کی منظوری وزیراعلیٰ کی منظوری وزیراعلیٰ کی منظوری وزیراعلیٰ کی منظوری وزیراعلیٰ کی منظوری: [226, 820, 300, 938]
headline: لورالائی یونیورسٹی کے مسائل پر حکام سے بات کریں گے، کمشنر: [622, 1923, 822, 1949]
brand-english: INTEKHAB: [305, 9, 445, 37]
subheadline-bar: پولیو کے خاتمے کیلئے مؤثر اقدامات کیے جائیں گے: [309, 798, 517, 812]
photo-caption: ضلع قلعہ سیف اللہ: قبائلی جرگہ: [125, 2114, 214, 2122]
subheadline-bar: ایس پی کی تقریب: [9, 2465, 218, 2479]
headline: جب تک پارلیمنٹ نہیں ہوگی ملک ترقی نہیں کرے گا: [526, 966, 600, 1010]
subheadline-bar: کابینہ کا اجلاس: [309, 1217, 517, 1231]
subheadline-bar: نادرا سینٹرز پر عوام کو سہولیات فراہم کرنے کیلئے اقدامات کیے جائیں گے: [608, 994, 836, 1018]
headline: کوئٹہ شہر میں صفائی مہم: [229, 1923, 298, 1946]
col1-article-2: [8, 433, 218, 751]
headline: عمران خان ملکی مفاد میں قوم کو جیل سے نکالنے کا کال نہیں ہے، بیرسٹر گوہر: [620, 1375, 825, 1401]
col2-article-1: [221, 43, 305, 430]
subheadline-bar: جرائم پیشہ عناصر کے خلاف کارروائی جاری ہے: [309, 2428, 517, 2442]
article-body: نادرا سینٹرز پر عوام کو سہولیات فراہم کرنے کیلئے اقدامات کیے جائیں گے نادرا سینٹرز پر عوام کو سہولیات فراہم کرنے کیلئے اقدامات کیے جائیں گے نادرا سینٹرز پر عوام کو سہولیات فراہم کرنے کیلئے اقدامات کیے جائیں گے نادرا سینٹرز پر عوام کو سہولیات فراہم کرنے کیلئے اقدامات کیے جائیں گے نادرا سینٹرز پر عوام کو سہولیات فراہم کرنے کیلئے اقدامات کیے جائیں گے نادرا سینٹرز پر عوام کو سہولیات فراہم کرنے کیلئے اقدامات کیے جائیں گے نادرا سینٹرز پر عوام کو سہولیات فراہم کرنے کیلئے اقدامات کیے جائیں گے نادرا سینٹرز پر عوام کو سہولیات فراہم کرنے کیلئے اقدامات کیے جائیں گے نادرا سینٹرز پر عوام کو سہولیات فراہم کرنے کیلئے اقدامات کیے جائیں گے نادرا سینٹرز پر عوام کو سہولیات فراہم کرنے کیلئے اقدامات کیے جائیں گے نادرا سینٹرز پر عوام کو سہولیات فراہم کرنے کیلئے اقدامات کیے جائیں گے نادرا سینٹرز پر عوام کو سہولیات فراہم کرنے کیلئے اقدامات کیے جائیں گے نادرا سینٹرز پر عوام کو سہولیات فراہم کرنے کیلئے اقدامات کیے جائیں گے نادرا سینٹرز پر عوام کو سہولیات فراہم کرنے کیلئے اقدامات کیے جائیں گے: [613, 1021, 832, 1147]
col5-article-9: [608, 2170, 837, 2406]
headline: پرنٹر: مقام اشاعت: [537, 2412, 589, 2434]
headline: COUNCIL OF PAKISTAN NEWSPAPER EDITORS: [617, 1615, 827, 1641]
article-body: سیکیورٹی سخت سیکیورٹی سخت سیکیورٹی سخت سیکیورٹی سخت سیکیورٹی سخت سیکیورٹی سخت سیکیورٹی سخت سیکیورٹی سخت سیکیورٹی سخت سیکیورٹی سخت سیکیورٹی سخت سیکیورٹی سخت سیکیورٹی سخت سیکیورٹی سخت: [235, 1417, 300, 1536]
headline: روزنامہ انتخاب: [529, 2174, 596, 2185]
masthead-right: [626, 8, 830, 38]
photo-caption: اسلام آباد: سینیٹر قومی اسمبلی اجلاس سے خطاب کر رہے ہیں: [346, 347, 513, 354]
photo-caption: DETROIT, MI — HARRIS: [440, 2356, 513, 2363]
headline: پارلیمنٹ ہاؤس کے باہر علامتی بھوک ہڑتالی کیمپ ختم کر دیا: [317, 1923, 509, 1949]
col3-article-3: [308, 754, 518, 960]
col5-article-2: [608, 433, 837, 751]
col1-article-6: [8, 1372, 218, 1608]
article-body: مہنگائی کی شرح میں اضافہ ادارہ شماریات مہنگائی کی شرح میں اضافہ ادارہ شماریات مہنگائی کی شرح میں اضافہ ادارہ شماریات مہنگائی کی شرح میں اضافہ ادارہ شماریات مہنگائی کی شرح میں اضافہ ادارہ شماریات مہنگائی کی شرح میں اضافہ ادارہ شماریات مہنگائی کی شرح میں اضافہ ادارہ شماریات مہنگائی کی شرح میں اضافہ ادارہ شماریات مہنگائی کی شرح میں اضافہ ادارہ شماریات مہنگائی کی شرح میں اضافہ ادارہ شماریات مہنگائی کی شرح میں اضافہ ادارہ شماریات مہنگائی کی شرح میں اضافہ ادارہ شماریات مہنگائی کی شرح میں اضافہ ادارہ شماریات مہنگائی کی شرح میں اضافہ ادارہ شماریات: [18, 1669, 214, 1753]
subheadline-bar: شوکت یوسفزئی کا بیان: [222, 71, 304, 95]
ad-clinic-name: الحاج غلام نبی کلینک: [74, 226, 153, 237]
subheadline-bar: انسانی اسمگلنگ میں ملوث ملزم گرفتار: [522, 1640, 604, 1673]
article-body: جرائم پیشہ عناصر کے خلاف کارروائی جاری ہے جرائم پیشہ عناصر کے خلاف کارروائی جاری ہے جرائم پیشہ عناصر کے خلاف کارروائی جاری ہے جرائم پیشہ عناصر کے خلاف کارروائی جاری ہے جرائم پیشہ عناصر کے خلاف کارروائی جاری ہے جرائم پیشہ عناصر کے خلاف کارروائی جاری ہے جرائم پیشہ عناصر کے خلاف کارروائی جاری ہے جرائم پیشہ عناصر کے خلاف کارروائی جاری ہے جرائم پیشہ عناصر کے خلاف کارروائی جاری ہے جرائم پیشہ عناصر کے خلاف کارروائی جاری ہے جرائم پیشہ عناصر کے خلاف کارروائی جاری ہے جرائم پیشہ عناصر کے خلاف کارروائی جاری ہے جرائم پیشہ عناصر کے خلاف کارروائی جاری ہے جرائم پیشہ عناصر کے خلاف کارروائی جاری ہے: [313, 2444, 513, 2529]
col3-article-9: [308, 2170, 518, 2406]
news-photo: [309, 1373, 517, 1557]
article-body: 101 کوئٹہ 101 کوئٹہ 101 کوئٹہ 101 کوئٹہ 101 کوئٹہ 101 کوئٹہ 101 کوئٹہ 101 کوئٹہ 101 کوئٹہ 101 کوئٹہ 101 کوئٹہ 101 کوئٹہ 101 کوئٹہ 101 کوئٹہ: [533, 2454, 600, 2512]
brand-urdu: انتخاب: [661, 8, 747, 38]
daily-label: DAILY: [15, 13, 78, 33]
article-body: کراچی: سی پی این ای کی اسٹینڈنگ کمیٹی کا اجلاس کراچی: سی پی این ای کی اسٹینڈنگ کمیٹی کا اجلاس کراچی: سی پی این ای کی اسٹینڈنگ کمیٹی کا اجلاس کراچی: سی پی این ای کی اسٹینڈنگ کمیٹی کا اجلاس کراچی: سی پی این ای کی اسٹینڈنگ کمیٹی کا اجلاس کراچی: سی پی این ای کی اسٹینڈنگ کمیٹی کا اجلاس کراچی: سی پی این ای کی اسٹینڈنگ کمیٹی کا اجلاس کراچی: سی پی این ای کی اسٹینڈنگ کمیٹی کا اجلاس کراچی: سی پی این ای کی اسٹینڈنگ کمیٹی کا اجلاس کراچی: سی پی این ای کی اسٹینڈنگ کمیٹی کا اجلاس کراچی: سی پی این ای کی اسٹینڈنگ کمیٹی کا اجلاس کراچی: سی پی این ای کی اسٹینڈنگ کمیٹی کا اجلاس کراچی: سی پی این ای کی اسٹینڈنگ کمیٹی کا اجلاس کراچی: سی پی این ای کی اسٹینڈنگ کمیٹی کا اجلاس: [612, 1670, 832, 1754]
col4-article-4: [521, 963, 605, 1170]
article-body: دفعہ 144 نافذ کر دی گئی ہے دفعہ 144 نافذ کر دی گئی ہے دفعہ 144 نافذ کر دی گئی ہے دفعہ 144 نافذ کر دی گئی ہے دفعہ 144 نافذ کر دی گئی ہے دفعہ 144 نافذ کر دی گئی ہے دفعہ 144 نافذ کر دی گئی ہے دفعہ 144 نافذ کر دی گئی ہے دفعہ 144 نافذ کر دی گئی ہے دفعہ 144 نافذ کر دی گئی ہے دفعہ 144 نافذ کر دی گئی ہے دفعہ 144 نافذ کر دی گئی ہے دفعہ 144 نافذ کر دی گئی ہے دفعہ 144 نافذ کر دی گئی ہے: [313, 1012, 513, 1070]
col4-article-5: [521, 1173, 605, 1369]
roznama-label: روزنامہ: [753, 17, 787, 29]
col4-article-10: [521, 2409, 605, 2576]
